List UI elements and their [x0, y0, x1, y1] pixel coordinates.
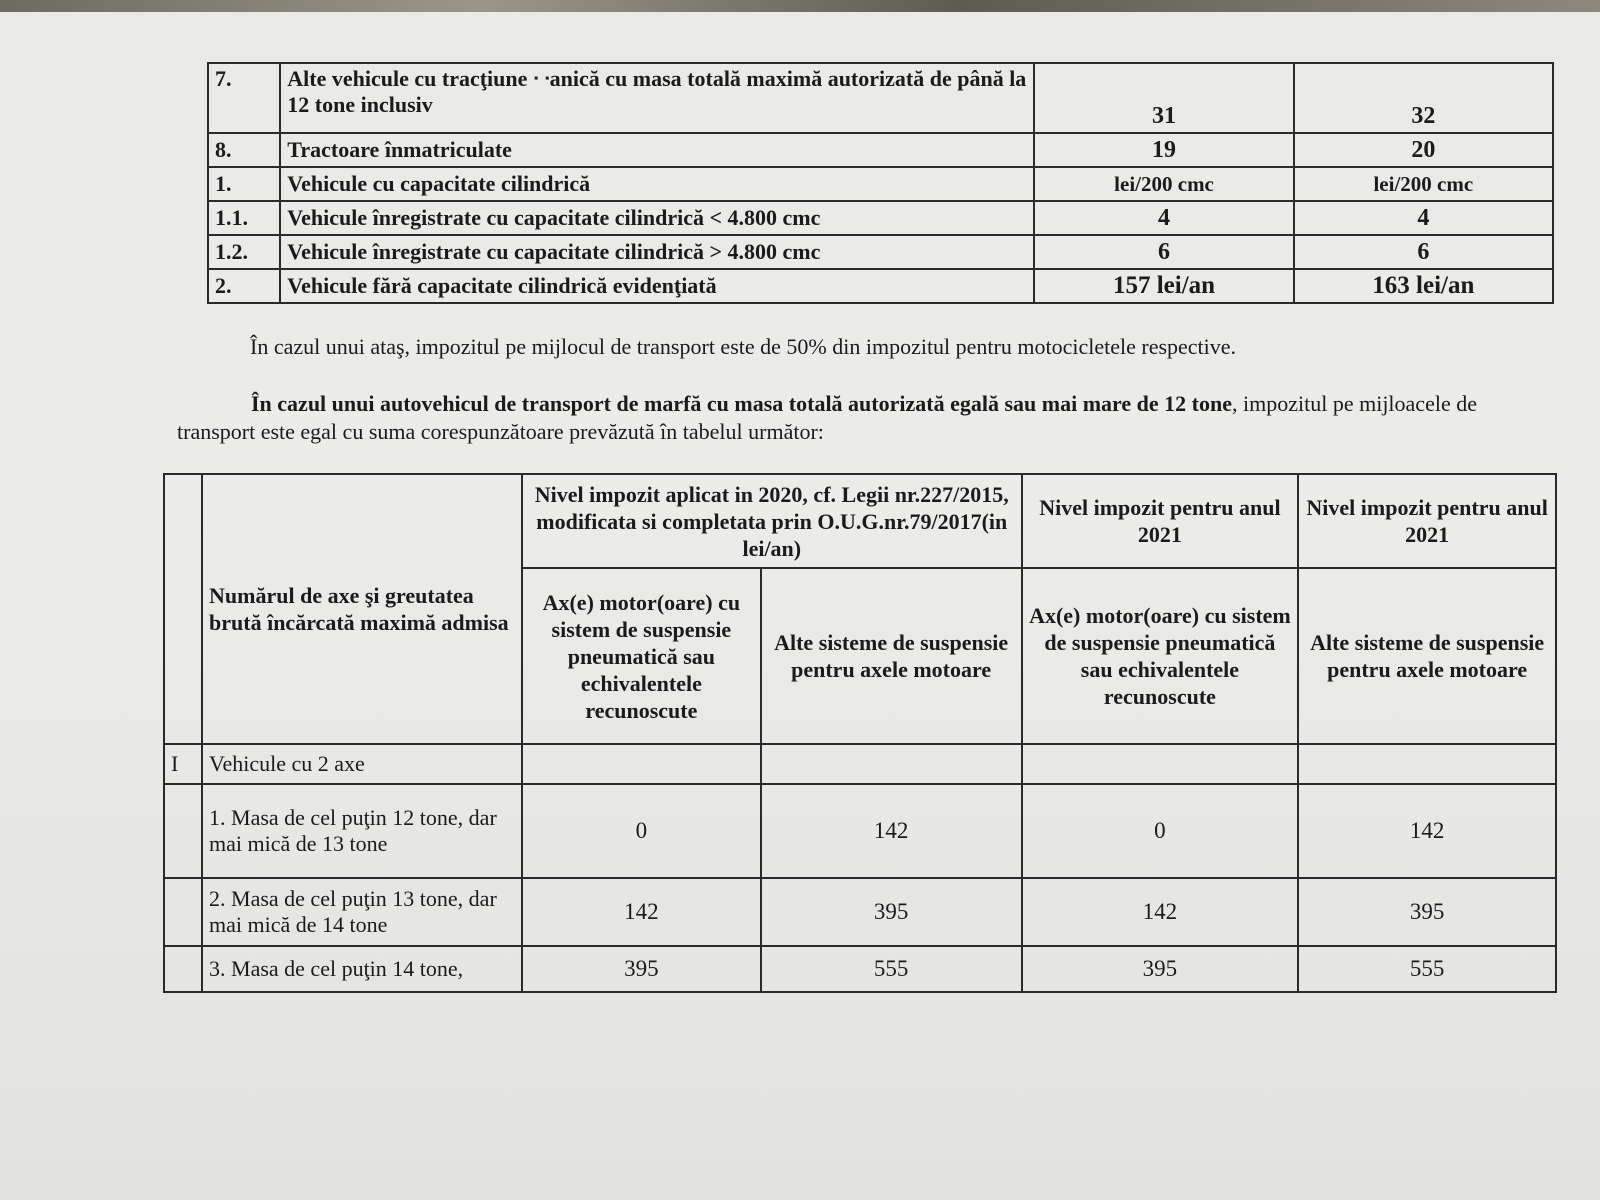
header-other-2020: Alte sisteme de suspensie pentru axele motoare	[761, 568, 1022, 744]
value-2021: 32	[1294, 63, 1553, 133]
header-level-2021: Nivel impozit pentru anul 2021	[1298, 474, 1556, 568]
header-pneumatic-2020: Ax(e) motor(oare) cu sistem de suspensie pneumatică sau echivalentele recunoscute	[522, 568, 761, 744]
row-number: 2.	[208, 269, 280, 303]
value-2021: 4	[1294, 201, 1553, 235]
value-cell: 395	[1022, 946, 1299, 992]
header-pneumatic-2021: Ax(e) motor(oare) cu sistem de suspensie pneumatică sau echivalentele recunoscute	[1022, 568, 1299, 744]
header-other-2021: Alte sisteme de suspensie pentru axele motoare	[1298, 568, 1556, 744]
table-row	[208, 235, 1553, 269]
value-2021: 163 lei/an	[1294, 269, 1553, 303]
value-cell: 395	[1298, 878, 1556, 946]
row-label: 3. Masa de cel puţin 14 tone,	[202, 946, 522, 992]
header-row	[164, 474, 1556, 568]
value-cell: 142	[1022, 878, 1299, 946]
row-description: Vehicule înregistrate cu capacitate cilindrică > 4.800 cmc	[280, 235, 1034, 269]
table-row	[208, 167, 1553, 201]
value-cell: 555	[761, 946, 1022, 992]
table-row	[164, 878, 1556, 946]
value-2020: 157 lei/an	[1034, 269, 1293, 303]
paragraph-sidecar	[250, 333, 1236, 361]
value-2021: 20	[1294, 133, 1553, 167]
vehicle-tax-table	[207, 62, 1554, 304]
value-2021: lei/200 cmc	[1294, 167, 1553, 201]
value-cell: 142	[522, 878, 761, 946]
row-label: 1. Masa de cel puţin 12 tone, dar mai mică de 13 tone	[202, 784, 522, 878]
table-row	[208, 133, 1553, 167]
paragraph-bold-text: În cazul unui autovehicul de transport de marfă cu masa totală autorizată egală sau mai mare de 12 tone	[251, 391, 1232, 416]
table-row	[208, 63, 1553, 133]
header-level-2021: Nivel impozit pentru anul 2021	[1022, 474, 1299, 568]
row-description: Vehicule cu capacitate cilindrică	[280, 167, 1034, 201]
table-row	[164, 946, 1556, 992]
paragraph-text: În cazul unui ataş, impozitul pe mijlocul de transport este de 50% din impozitul pentru motocicletele respective.	[250, 334, 1237, 359]
value-cell: 142	[1298, 784, 1556, 878]
table-row	[208, 201, 1553, 235]
row-label: 2. Masa de cel puţin 13 tone, dar mai mică de 14 tone	[202, 878, 522, 946]
value-2021: 6	[1294, 235, 1553, 269]
paragraph-freight	[177, 390, 1557, 446]
table-row	[164, 784, 1556, 878]
row-description: Vehicule înregistrate cu capacitate cilindrică < 4.800 cmc	[280, 201, 1034, 235]
value-2020: 4	[1034, 201, 1293, 235]
value-cell: 0	[1022, 784, 1299, 878]
row-number: 1.1.	[208, 201, 280, 235]
header-axle-weight: Numărul de axe şi greutatea brută încărcată maximă admisa	[202, 474, 522, 744]
value-cell: 555	[1298, 946, 1556, 992]
row-number: 1.2.	[208, 235, 280, 269]
group-label: Vehicule cu 2 axe	[202, 744, 522, 784]
group-row	[164, 744, 1556, 784]
paragraph-text: , impozitul pe mijloacele de transport este egal cu suma corespunzătoare prevăzută în tabelul următor:	[177, 391, 1477, 444]
background-strip	[0, 0, 1600, 12]
header-blank-cell	[164, 474, 202, 744]
value-2020: lei/200 cmc	[1034, 167, 1293, 201]
row-number: 8.	[208, 133, 280, 167]
value-2020: 19	[1034, 133, 1293, 167]
value-2020: 31	[1034, 63, 1293, 133]
row-number: 1.	[208, 167, 280, 201]
table-row	[208, 269, 1553, 303]
header-level-2020: Nivel impozit aplicat in 2020, cf. Legii nr.227/2015, modificata si completata prin O.U.G.nr.79/2017(in lei/an)	[522, 474, 1022, 568]
group-roman: I	[164, 744, 202, 784]
row-description: Alte vehicule cu tracţiune ᐧ ᐧanică cu masa totală maximă autorizată de până la 12 tone inclusiv	[280, 63, 1034, 133]
row-description: Tractoare înmatriculate	[280, 133, 1034, 167]
value-cell: 142	[761, 784, 1022, 878]
freight-tax-table	[163, 473, 1557, 993]
row-number: 7.	[208, 63, 280, 133]
value-cell: 0	[522, 784, 761, 878]
row-description: Vehicule fără capacitate cilindrică evidenţiată	[280, 269, 1034, 303]
value-cell: 395	[761, 878, 1022, 946]
value-2020: 6	[1034, 235, 1293, 269]
value-cell: 395	[522, 946, 761, 992]
